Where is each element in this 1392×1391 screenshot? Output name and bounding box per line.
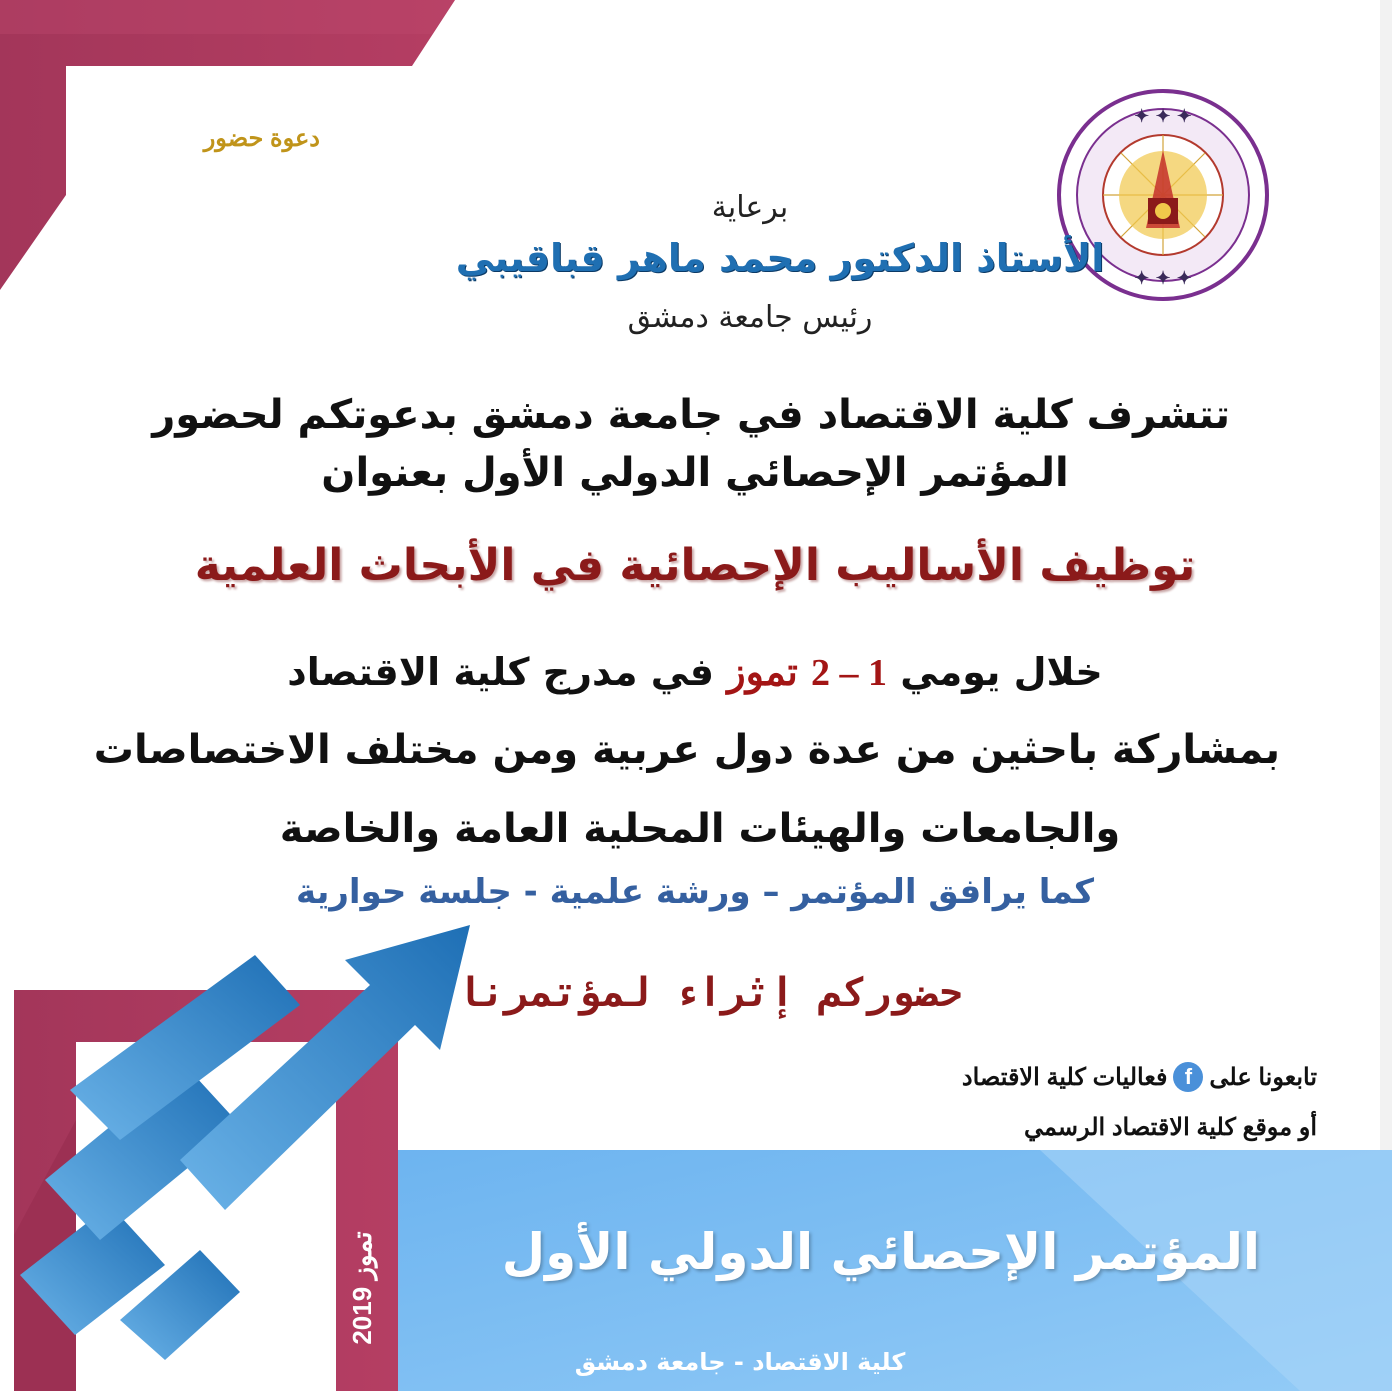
banner-date: تموز 2019 [347, 1231, 377, 1345]
extras-line: كما يرافق المؤتمر – ورشة علمية - جلسة حوارية [295, 872, 1095, 912]
svg-text:✦ ✦ ✦: ✦ ✦ ✦ [1134, 268, 1192, 289]
enrichment-line: حضوركم إثراء لمؤتمرنا [457, 970, 963, 1016]
patron-title: رئيس جامعة دمشق [627, 300, 873, 335]
dates-prefix: خلال يومي [900, 650, 1103, 694]
dates-line [160, 650, 1230, 695]
banner-faculty: كلية الاقتصاد - جامعة دمشق [574, 1348, 906, 1376]
dates-venue: في مدرج كلية الاقتصاد [287, 650, 715, 694]
facebook-page-name[interactable]: فعاليات كلية الاقتصاد [961, 1063, 1168, 1091]
dates-month: تموز [727, 652, 798, 694]
participation-line-2: والجامعات والهيئات المحلية العامة والخاصة [279, 806, 1121, 852]
intro-line-2: المؤتمر الإحصائي الدولي الأول بعنوان [321, 450, 1069, 496]
patron-name: الأستاذ الدكتور محمد ماهر قباقيبي [455, 236, 1105, 280]
invitation-label: دعوة حضور [203, 125, 320, 152]
facebook-icon[interactable]: f [1173, 1062, 1203, 1092]
conference-title: توظيف الأساليب الإحصائية في الأبحاث العلمية [194, 540, 1196, 591]
follow-prefix: تابعونا على [1209, 1063, 1317, 1091]
follow-us-line [962, 1062, 1317, 1092]
participation-line-1: بمشاركة باحثين من عدة دول عربية ومن مختلف الاختصاصات [93, 727, 1280, 773]
banner-conference-name: المؤتمر الإحصائي الدولي الأول [501, 1223, 1260, 1281]
official-site-line: أو موقع كلية الاقتصاد الرسمي [1023, 1114, 1317, 1141]
sponsorship-label: برعاية [711, 190, 789, 225]
intro-line-1: تتشرف كلية الاقتصاد في جامعة دمشق بدعوتكم لحضور [152, 392, 1230, 438]
dates-days: 1 – 2 [811, 652, 888, 694]
svg-text:✦ ✦ ✦: ✦ ✦ ✦ [1134, 106, 1192, 127]
